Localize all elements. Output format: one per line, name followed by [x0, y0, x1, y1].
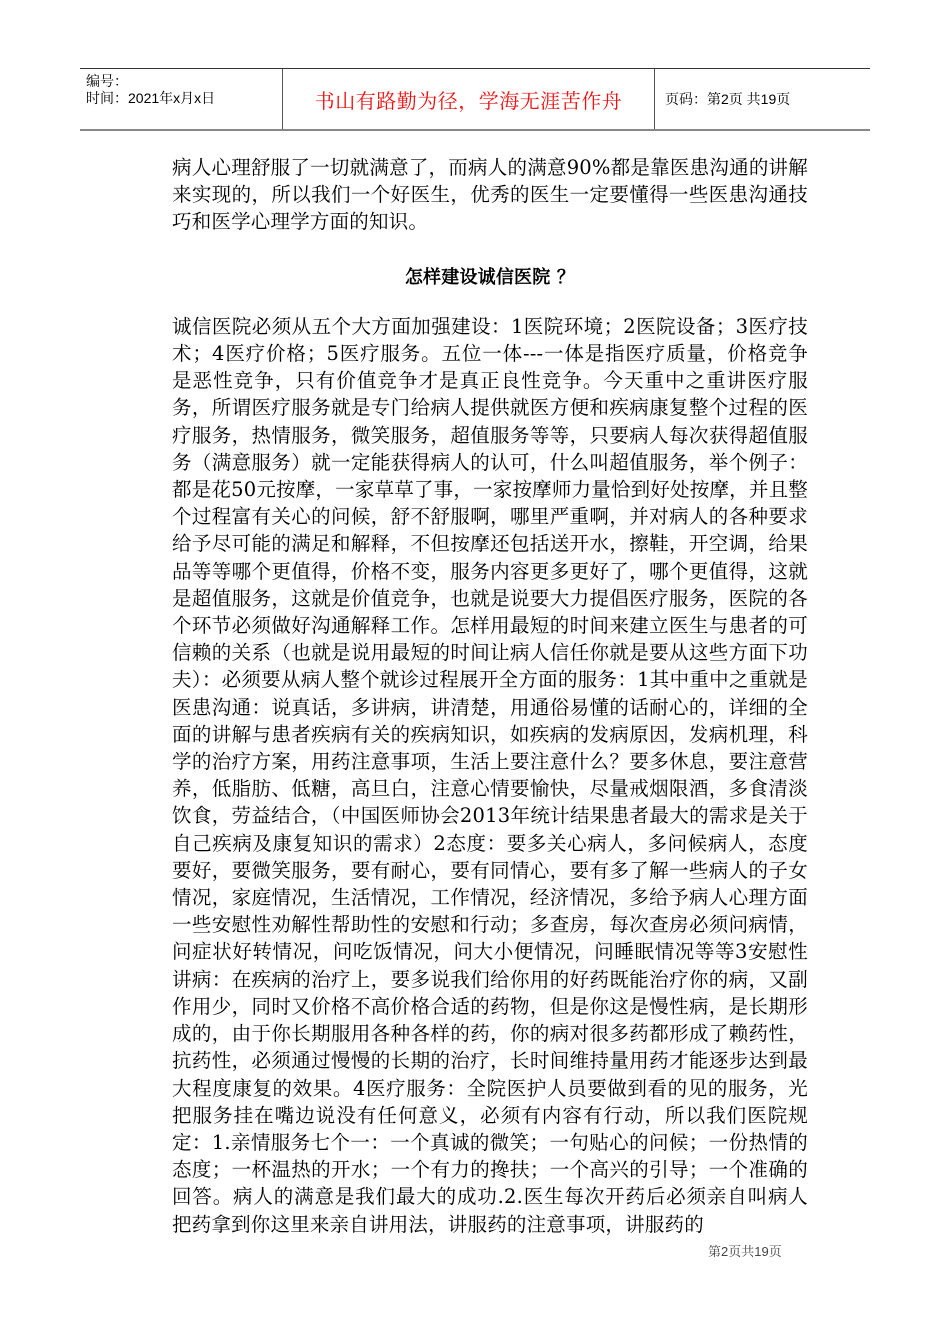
body-paragraph: 诚信医院必须从五个大方面加强建设：1医院环境；2医院设备；3医疗技术；4医疗价格；5医疗服务。五位一体---一体是指医疗质量，价格竞争是恶性竞争，只有价值竞争才是真正良性竞争。今天重中之重讲医疗服务，所谓医疗服务就是专门给病人提供就医方便和疾病康复整个过程的医疗服务，热情服务，微笑服务，超值服务等等，只要病人每次获得超值服务（满意服务）就一定能获得病人的认可，什么叫超值服务，举个例子：都是花50元按摩，一家草草了事，一家按摩师力量恰到好处按摩，并且整个过程富有关心的问候，舒不舒服啊，哪里严重啊，并对病人的各种要求给予尽可能的满足和解释，不但按摩还包括送开水，擦鞋，开空调，给果品等等哪个更值得，价格不变，服务内容更多更好了，哪个更值得，这就是超值服务，这就是价值竞争，也就是说要大力提倡医疗服务，医院的各个环节必须做好沟通解释工作。怎样用最短的时间来建立医生与患者的可信赖的关系（也就是说用最短的时间让病人信任你就是要从这些方面下功夫）：必须要从病人整个就诊过程展开全方面的服务：1其中重中之重就是医患沟通：说真话，多讲病，讲清楚，用通俗易懂的话耐心的，详细的全面的讲解与患者疾病有关的疾病知识，如疾病的发病原因，发病机理，科学的治疗方案，用药注意事项，生活上要注意什么？要多休息，要注意营养，低脂肪、低糖，高旦白，注意心情要愉快，尽量戒烟限酒，多食清淡饮食，劳益结合，（中国医师协会2013年统计结果患者最大的需求是关于自己疾病及康复知识的需求）2态度：要多关心病人，多问候病人，态度要好，要微笑服务，要有耐心，要有同情心，要有多了解一些病人的子女情况，家庭情况，生活情况，工作情况，经济情况，多给予病人心理方面一些安慰性劝解性帮助性的安慰和行动；多查房，每次查房必须问病情，问症状好转情况，问吃饭情况，问大小便情况，问睡眠情况等等3安慰性讲病：在疾病的治疗上，要多说我们给你用的好药既能治疗你的病，又副作用少，同时又价格不高价格合适的药物，但是你这是慢性病，是长期形成的，由于你长期服用各种各样的药，你的病对很多药都形成了赖药性，抗药性，必须通过慢慢的长期的治疗，长时间维持量用药才能逐步达到最大程度康复的效果。4医疗服务：全院医护人员要做到看的见的服务，光把服务挂在嘴边说没有任何意义，必须有内容有行动，所以我们医院规定：1.亲情服务七个一：一个真诚的微笑；一句贴心的问候；一份热情的态度；一杯温热的开水；一个有力的搀扶；一个高兴的引导；一个准确的回答。病人的满意是我们最大的成功.2.医生每次开药后必须亲自叫病人把药拿到你这里来亲自讲用法，讲服药的注意事项，讲服药的	[172, 314, 808, 1236]
intro-paragraph: 病人心理舒服了一切就满意了，而病人的满意90%都是靠医患沟通的讲解来实现的，所以我们一个好医生，优秀的医生一定要懂得一些医患沟通技巧和医学心理学方面的知识。	[172, 156, 808, 234]
header-motto: 书山有路勤为径，学海无涯苦作舟	[314, 88, 623, 113]
header-page-cell	[655, 69, 870, 129]
footer-page-indicator: 第2页共19页	[708, 1244, 782, 1259]
document-date-label: 时间：2021年x月x日	[86, 90, 216, 106]
header-motto-cell	[282, 69, 655, 129]
page-header	[80, 68, 870, 131]
section-title: 怎样建设诚信医院 ？	[404, 266, 576, 288]
header-page-number: 页码：第2页 共19页	[665, 91, 791, 107]
header-info-cell	[80, 69, 282, 129]
document-number-label: 编号：	[86, 73, 128, 89]
document-body	[172, 154, 808, 1238]
page-footer	[708, 1241, 782, 1260]
